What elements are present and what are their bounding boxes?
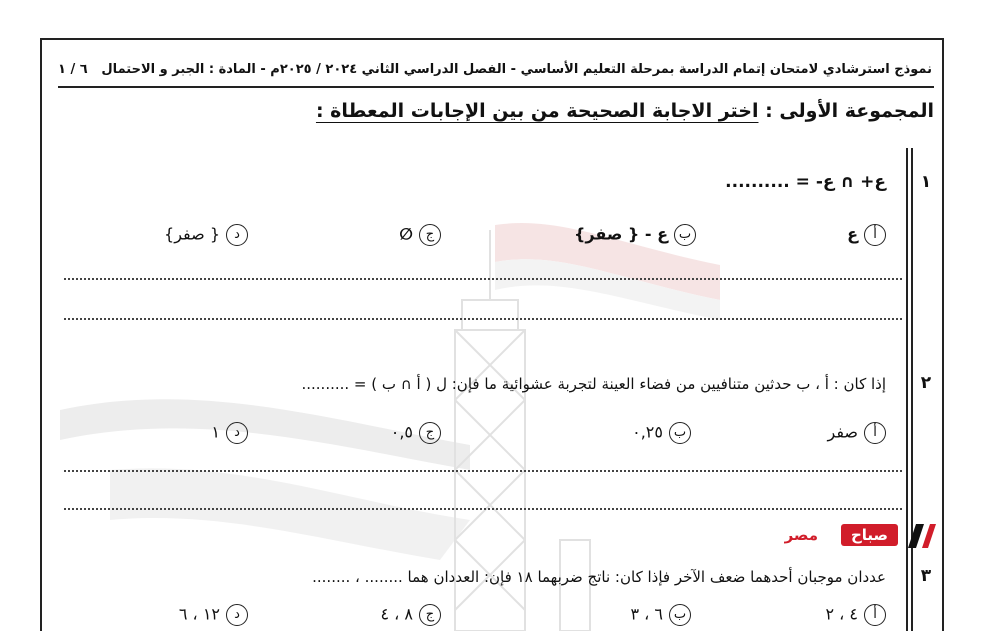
option-text: ٠,٢٥ bbox=[632, 422, 663, 442]
group-title-instruction: اختر الاجابة الصحيحة من بين الإجابات المعطاة : bbox=[315, 100, 759, 122]
option-letter: ج bbox=[419, 604, 441, 626]
page-number: ٦ / ١ bbox=[58, 62, 88, 77]
question-text: ع+ ∩ ع- = .......... bbox=[725, 172, 886, 192]
question-number: ١ bbox=[920, 172, 932, 192]
option-b bbox=[574, 224, 696, 246]
option-c bbox=[380, 604, 441, 626]
option-b bbox=[632, 422, 691, 444]
option-d bbox=[164, 224, 248, 246]
group-title bbox=[316, 100, 934, 122]
number-column-rule bbox=[911, 148, 913, 631]
option-a bbox=[827, 422, 886, 444]
option-text: { صفر} bbox=[164, 224, 220, 244]
option-letter: أ bbox=[864, 224, 886, 246]
exam-header bbox=[58, 60, 932, 84]
option-letter: ب bbox=[674, 224, 696, 246]
option-text: ١ bbox=[211, 422, 220, 442]
answer-line bbox=[64, 508, 902, 510]
option-text: ٤ ، ٢ bbox=[825, 604, 858, 624]
option-b bbox=[630, 604, 691, 626]
logo-bars-icon bbox=[902, 522, 936, 550]
option-text: ٨ ، ٤ bbox=[380, 604, 413, 624]
option-a bbox=[825, 604, 886, 626]
option-d bbox=[179, 604, 248, 626]
logo-name-text: مصر bbox=[784, 526, 818, 544]
group-title-label: المجموعة الأولى : bbox=[765, 100, 934, 122]
option-text: ١٢ ، ٦ bbox=[178, 604, 220, 624]
logo-name-box: صباح bbox=[841, 524, 898, 546]
question-text: إذا كان : أ ، ب حدثين متنافيين من فضاء العينة لتجربة عشوائية ما فإن: ل ( أ ∩ ب ) = .......... bbox=[301, 375, 886, 393]
question-text: عددان موجبان أحدهما ضعف الآخر فإذا كان: ناتج ضربهما ١٨ فإن: العددان هما ........ ، ........ bbox=[312, 568, 886, 586]
option-text: ٠,٥ bbox=[390, 422, 413, 442]
option-text: صفر bbox=[827, 422, 858, 442]
option-letter: د bbox=[226, 422, 248, 444]
option-letter: د bbox=[226, 224, 248, 246]
number-column-rule bbox=[906, 148, 908, 631]
answer-line bbox=[64, 318, 902, 320]
option-d bbox=[211, 422, 248, 444]
option-a bbox=[847, 224, 886, 246]
header-divider bbox=[58, 86, 934, 88]
option-letter: د bbox=[226, 604, 248, 626]
answer-line bbox=[64, 278, 902, 280]
exam-header-title: نموذج استرشادي لامتحان إتمام الدراسة بمرحلة التعليم الأساسي - الفصل الدراسي الثاني ٢٠٢٤ / ٢٠٢٥م - المادة : الجبر و الاحتمال bbox=[101, 62, 932, 77]
option-letter: أ bbox=[864, 604, 886, 626]
option-text: ∅ bbox=[399, 224, 413, 244]
option-text: ٦ ، ٣ bbox=[630, 604, 663, 624]
site-logo bbox=[776, 522, 936, 550]
option-letter: ب bbox=[669, 422, 691, 444]
question-number: ٣ bbox=[920, 566, 932, 586]
option-letter: ج bbox=[419, 422, 441, 444]
option-letter: ب bbox=[669, 604, 691, 626]
option-letter: أ bbox=[864, 422, 886, 444]
option-text: ع bbox=[847, 224, 858, 244]
option-text: ع - { صفر} bbox=[574, 224, 668, 244]
option-c bbox=[391, 422, 441, 444]
answer-line bbox=[64, 470, 902, 472]
question-number: ٢ bbox=[920, 373, 932, 393]
option-letter: ج bbox=[419, 224, 441, 246]
option-c bbox=[399, 224, 441, 246]
